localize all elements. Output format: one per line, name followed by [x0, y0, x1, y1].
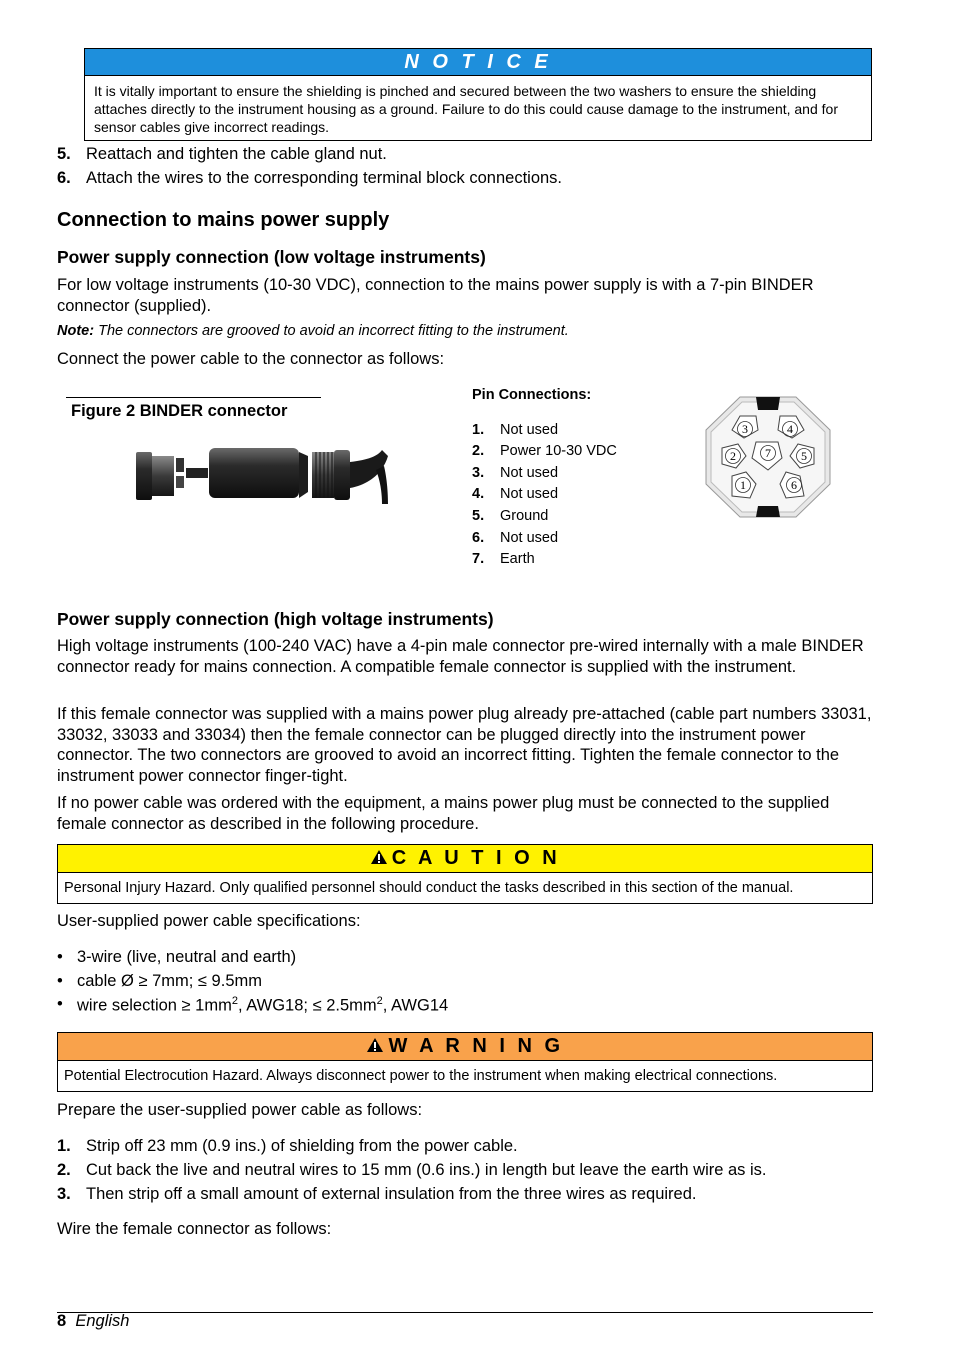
bullet: •: [57, 995, 63, 1013]
bullet: •: [57, 972, 63, 990]
pin-item: [472, 508, 672, 526]
pin-item: [472, 551, 672, 569]
figure-title: Figure 2 BINDER connector: [71, 402, 288, 420]
pin-number: 1.: [472, 422, 485, 438]
warning-text: Potential Electrocution Hazard. Always disconnect power to the instrument when making electrical connections.: [64, 1068, 778, 1084]
note-text: The connectors are grooved to avoid an incorrect fitting to the instrument.: [94, 323, 569, 339]
spec-item: [57, 972, 557, 992]
warning-triangle-icon: [370, 849, 388, 865]
pin-item: [472, 486, 672, 504]
prepare-outro: Wire the female connector as follows:: [57, 1220, 332, 1238]
spec-text: wire selection ≥ $1mm^2$, AWG18; ≤ $2.5mm^2$, AWG14: [77, 995, 449, 1015]
notice-text: It is vitally important to ensure the shielding is pinched and secured between the two washers to ensure the shielding attaches directly to the instrument housing as a ground. Failure to do this could cause damage to the instrument, and for sensor cables give incorrect readings.: [94, 83, 838, 135]
step-number: 5.: [57, 145, 71, 163]
pin-diagram: [702, 392, 834, 522]
spec-text: cable Ø ≥ 7mm; ≤ 9.5mm: [77, 972, 262, 990]
pin-item: [472, 465, 672, 483]
high-voltage-para-2: If this female connector was supplied with a mains power plug already pre-attached (cable part numbers 33031, 33032, 33033 and 33034) then the female connector can be plugged directly into the instrument power connector. The two connectors are grooved to avoid an incorrect fitting. Tighten the female connector to the instrument power connector finger-tight.: [57, 705, 872, 785]
warning-title: W A R N I N G: [388, 1035, 564, 1057]
step-number: 1.: [57, 1137, 71, 1155]
pin-number: 4.: [472, 486, 485, 502]
pin-number: 3.: [472, 465, 485, 481]
step-5: [57, 144, 857, 164]
step-6: [57, 168, 857, 188]
prepare-step-2: [57, 1160, 857, 1180]
pin-item: [472, 422, 672, 440]
warning-header: [58, 1033, 872, 1061]
caution-text: Personal Injury Hazard. Only qualified personnel should conduct the tasks described in this section of the manual.: [64, 880, 794, 896]
note: [57, 323, 569, 339]
pin-label: Ground: [500, 508, 549, 524]
pin-label: Not used: [500, 465, 559, 481]
caution-title: C A U T I O N: [391, 847, 561, 869]
pin-item: [472, 443, 672, 461]
step-text: Strip off 23 mm (0.9 ins.) of shielding from the power cable.: [86, 1137, 518, 1155]
step-text: Reattach and tighten the cable gland nut.: [86, 145, 387, 163]
pin-number: 7.: [472, 551, 485, 567]
prepare-step-1: [57, 1136, 857, 1156]
spec-text: 3-wire (live, neutral and earth): [77, 948, 297, 966]
pin-label: Not used: [500, 486, 559, 502]
prepare-intro: Prepare the user-supplied power cable as follows:: [57, 1101, 423, 1119]
spec-item: [57, 948, 557, 968]
pin-3-number: 3: [742, 422, 748, 436]
pin-6-number: 6: [791, 478, 797, 492]
page-number: 8: [57, 1312, 67, 1330]
warning-triangle-icon: [366, 1037, 384, 1053]
pin-4-number: 4: [787, 422, 793, 436]
pin-label: Power 10-30 VDC: [500, 443, 617, 459]
bullet: •: [57, 948, 63, 966]
notice-title: N O T I C E: [85, 49, 871, 76]
notice-box: [84, 48, 872, 141]
pin-connections-heading: Pin Connections:: [472, 387, 592, 403]
footer-language: English: [75, 1312, 130, 1330]
caution-box: [57, 844, 873, 904]
note-label: Note:: [57, 323, 95, 339]
spec-item: [57, 995, 557, 1015]
pin-5-number: 5: [801, 449, 807, 463]
pin-number: 2.: [472, 443, 485, 459]
prepare-step-3: [57, 1184, 857, 1204]
pin-2-number: 2: [730, 449, 736, 463]
specs-intro: User-supplied power cable specifications:: [57, 912, 361, 930]
high-voltage-para-1: High voltage instruments (100-240 VAC) have a 4-pin male connector pre-wired internally with a male BINDER connector ready for mains connection. A compatible female connector is supplied with the instrument.: [57, 637, 864, 676]
footer-rule: [57, 1312, 873, 1313]
page-footer: [57, 1312, 129, 1331]
low-voltage-heading: Power supply connection (low voltage instruments): [57, 247, 486, 267]
warning-box: [57, 1032, 873, 1092]
step-number: 3.: [57, 1185, 71, 1203]
section-title: Connection to mains power supply: [57, 209, 390, 231]
connect-text: Connect the power cable to the connector as follows:: [57, 350, 445, 368]
pin-label: Earth: [500, 551, 535, 567]
pin-7-number: 7: [765, 446, 771, 460]
high-voltage-heading: Power supply connection (high voltage instruments): [57, 609, 494, 629]
pin-number: 6.: [472, 530, 485, 546]
low-voltage-intro: For low voltage instruments (10-30 VDC), connection to the mains power supply is with a 7-pin BINDER connector (supplied).: [57, 276, 814, 315]
step-text: Cut back the live and neutral wires to 15 mm (0.6 ins.) in length but leave the earth wire as is.: [86, 1161, 767, 1179]
pin-number: 5.: [472, 508, 485, 524]
pin-label: Not used: [500, 530, 559, 546]
step-text: Attach the wires to the corresponding terminal block connections.: [86, 169, 563, 187]
high-voltage-para-3: If no power cable was ordered with the equipment, a mains power plug must be connected to the supplied female connector as described in the following procedure.: [57, 794, 830, 833]
pin-item: [472, 530, 672, 548]
pin-label: Not used: [500, 422, 559, 438]
binder-connector-image: [132, 440, 390, 512]
step-text: Then strip off a small amount of external insulation from the three wires as required.: [86, 1185, 697, 1203]
pin-1-number: 1: [740, 478, 746, 492]
step-number: 6.: [57, 169, 71, 187]
caution-header: [58, 845, 872, 873]
figure-rule: [66, 397, 321, 398]
step-number: 2.: [57, 1161, 71, 1179]
